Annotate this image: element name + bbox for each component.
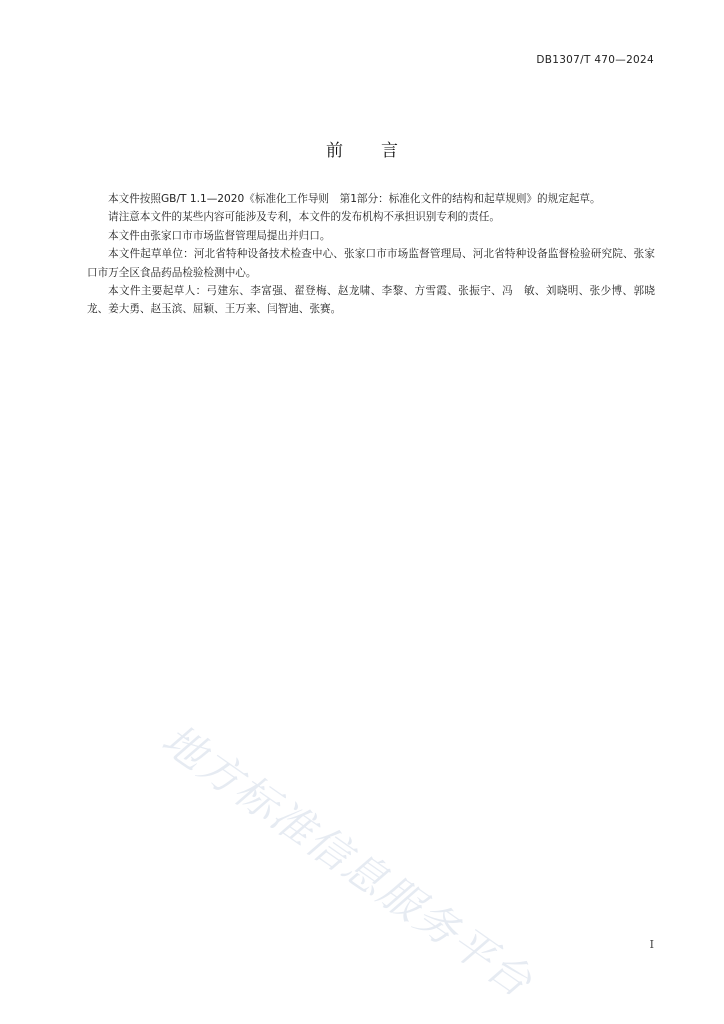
paragraph-drafters: 本文件主要起草人：弓建东、李富强、翟登梅、赵龙啸、李黎、方雪霞、张振宇、冯 敏、刘晓明、张少博、郭晓龙、姜大勇、赵玉滨、屈颖、王万来、闫智迪、张赛。: [87, 285, 655, 316]
paragraph-drafting-units: 本文件起草单位：河北省特种设备技术检查中心、张家口市市场监督管理局、河北省特种设备监督检验研究院、张家口市万全区食品药品检验检测中心。: [87, 248, 655, 279]
document-code: DB1307/T 470—2024: [536, 54, 654, 66]
page-title: [0, 136, 724, 161]
paragraph-patent-notice: 请注意本文件的某些内容可能涉及专利，本文件的发布机构不承担识别专利的责任。: [108, 211, 500, 224]
page-number: I: [649, 938, 654, 951]
title-char-2: 言: [381, 141, 398, 161]
paragraph-proposer: 本文件由张家口市市场监督管理局提出并归口。: [108, 229, 331, 242]
title-char-1: 前: [326, 141, 343, 161]
watermark-text: 地方标准信息服务平台: [153, 714, 542, 1008]
paragraph-drafting-rules: 本文件按照GB/T 1.1—2020《标准化工作导则 第1部分：标准化文件的结构和起草规则》的规定起草。: [108, 193, 601, 205]
foreword-body: [87, 190, 655, 319]
